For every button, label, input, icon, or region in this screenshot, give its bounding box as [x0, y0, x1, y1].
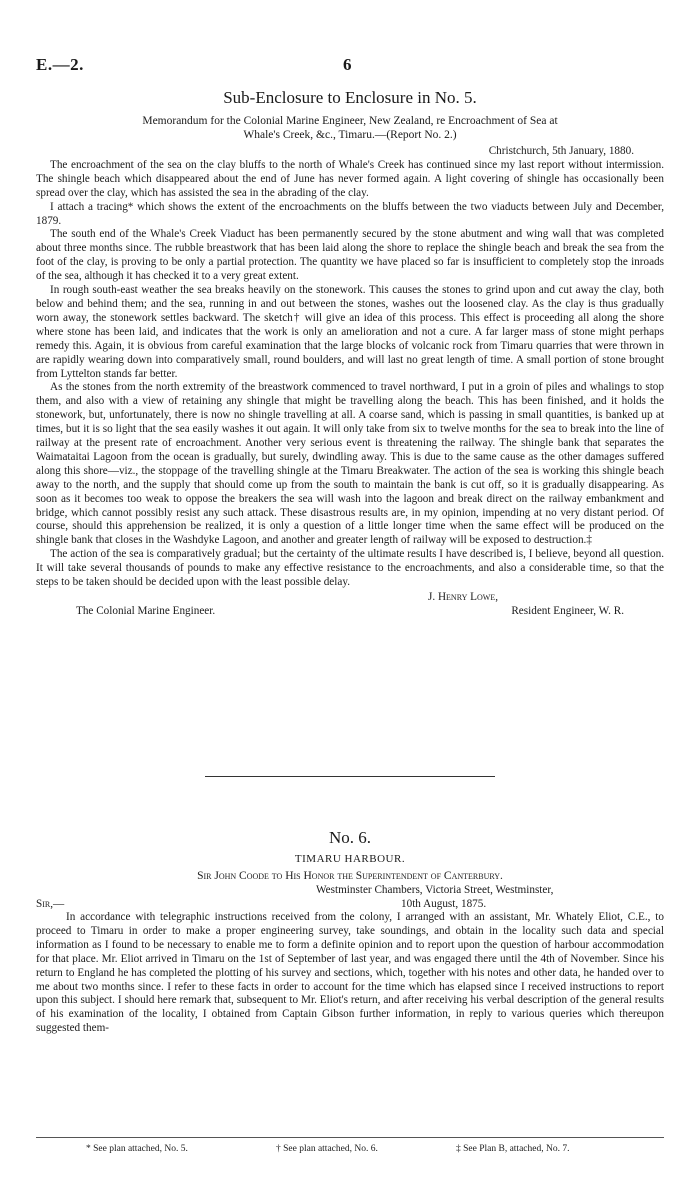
- footnote-3: ‡ See Plan B, attached, No. 7.: [456, 1144, 570, 1154]
- paragraph: In rough south-east weather the sea breaks heavily on the stonework. This causes the stones to grind upon and cut away the clay, both below and behind them; and the sea, running in and out between the stones, washes out the loosened clay. As the clay is thus gradually worn away, the stonework settles backward. The sketch† will give an idea of this process. This effect is proceeding all along the shore where stone has been laid, and indicates that the work is only an amelioration and not a cure. A far larger mass of stone might perhaps remedy this. Again, it is obvious from careful examination that the large blocks of volcanic rock from Timaru quarries that were thrown in are rapidly wearing down into comparatively small, round boulders, and will last no great length of time. A small portion of stone brought from Lyttelton stands far better.: [36, 284, 664, 380]
- no6-address-block: [36, 883, 664, 911]
- memo-heading: [36, 114, 664, 142]
- footnote-rule: [36, 1137, 664, 1138]
- memo-line-2: Whale's Creek, &c., Timaru.—(Report No. 2.): [243, 129, 457, 141]
- enclosure-body: [36, 145, 664, 618]
- paragraph: I attach a tracing* which shows the extent of the encroachments on the bluffs between the two viaducts between July and December, 1879.: [36, 200, 664, 227]
- enclosure-title: Sub-Enclosure to Enclosure in No. 5.: [223, 88, 477, 107]
- paragraph: The south end of the Whale's Creek Viaduct has been permanently secured by the stone abutment and wing wall that was completed about three months since. The rubble breastwork that has been laid along the shore to replace the shingle beach and break the sea from the foot of the clay, is proving to be only a partial protection. The quantity we have placed so far is insufficient to completely stop the inroads of the sea, although it has checked it to a very great extent.: [36, 228, 664, 283]
- footnote-2: † See plan attached, No. 6.: [276, 1144, 378, 1154]
- no6-from-to: Sir John Coode to His Honor the Superintendent of Canterbury.: [197, 870, 503, 882]
- no6-number: No. 6.: [328, 828, 372, 847]
- salutation: Sir,—: [36, 898, 65, 910]
- no6-subject: TIMARU HARBOUR.: [294, 853, 406, 865]
- no6-section: [36, 828, 664, 1036]
- signature-name-row: [36, 590, 664, 604]
- signature-title: Resident Engineer, W. R.: [511, 605, 624, 617]
- letter-date: 10th August, 1875.: [401, 898, 487, 910]
- signature-name: J. Henry Lowe,: [428, 591, 499, 603]
- paragraph: As the stones from the north extremity of the breastwork commenced to travel northward, I put in a groin of piles and whalings to stop them, and also with a view of retaining any shingle that might be travelling along the beach. This has been finished, and it holds the stonework, but, unfortunately, there is now no shingle travelling at all. A coarse sand, which is passing in small quantities, is banked up at times, but it is so light that the sea easily washes it out again. It will only take from six to twelve months for the sea to break into the line of railway at the present rate of encroachment. Another very serious event is threatening the railway. The shingle bank that separates the Waimataitai Lagoon from the ocean is gradually, but surely, dwindling away. This is due to the same cause as the other damages suffered along this shore—viz., the stoppage of the travelling shingle at the Timaru Breakwater. The action of the sea is working this shingle beach away to the north, and the supply that should come up from the south to maintain the bank is cut off, so it is gradually disappearing. As soon as it becomes too weak to oppose the breakers the sea will wash into the lagoon and break direct on the railway embankment and bridge, which cannot possibly resist any such attack. These disastrous results are, in my opinion, impending at no very distant period. Of course, should this apprehension be realized, it is only a question of a little longer time when the same effect will be produced on the shingle bank that closes in the Washdyke Lagoon, and another and greater length of railway will be exposed to destruction.‡: [36, 381, 664, 547]
- paragraph: The action of the sea is comparatively gradual; but the certainty of the ultimate results I have described is, I believe, beyond all question. It will take several thousands of pounds to make any effective resistance to the encroachments, and also a considerable time, so that the steps to be taken should be decided upon with the least possible delay.: [36, 548, 664, 589]
- signature-title-row: [36, 604, 664, 618]
- memo-line-1: Memorandum for the Colonial Marine Engineer, New Zealand, re Encroachment of Sea at: [142, 115, 558, 127]
- addressee: The Colonial Marine Engineer.: [76, 605, 216, 617]
- page-number: 6: [343, 55, 352, 74]
- section-divider: [205, 776, 495, 777]
- document-code: E.—2.: [36, 55, 84, 74]
- address: Westminster Chambers, Victoria Street, Westminster,: [316, 884, 554, 896]
- paragraph: The encroachment of the sea on the clay bluffs to the north of Whale's Creek has continued since my last report without intermission. The shingle beach which disappeared about the end of June has never formed again. A light covering of shingle has occasionally been spread over the clay, which has assisted the sea in the abrading of the clay.: [36, 158, 664, 199]
- paragraph: In accordance with telegraphic instructions received from the colony, I arranged with an assistant, Mr. Whately Eliot, C.E., to proceed to Timaru in order to make a proper engineering survey, take soundings, and obtain in the locality such data and special information as I found to be necessary to enable me to form a definite opinion and to report upon the question of harbour accommodation for that place. Mr. Eliot arrived in Timaru on the 1st of September of last year, and was engaged there until the 4th of November. Since his return to England he has completed the plotting of his survey and sections, which, together with his notes and other data, he handed over to me about two months since. I refer to these facts in order to account for the time which has elapsed since I received instructions to report upon this subject. I should here remark that, subsequent to Mr. Eliot's return, and after receiving his verbal description of the general results of his examination of the locality, I obtained from Captain Gibson further information, in reply to various queries which thereupon suggested them-: [36, 911, 664, 1035]
- place-date: Christchurch, 5th January, 1880.: [488, 145, 634, 157]
- footnote-1: * See plan attached, No. 5.: [86, 1144, 188, 1154]
